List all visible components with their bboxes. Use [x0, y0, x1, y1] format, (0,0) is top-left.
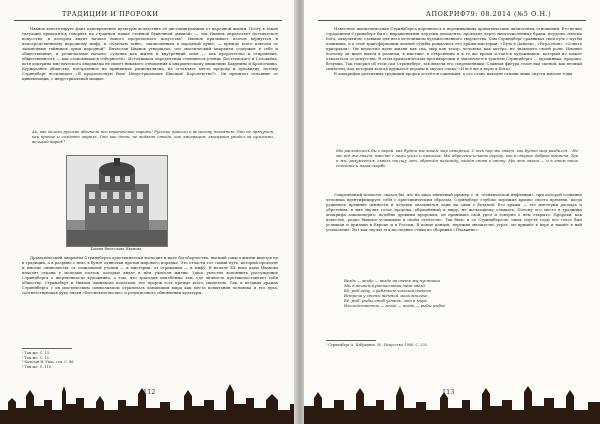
- left-body-top: [22, 26, 278, 82]
- right-body-top: [326, 26, 582, 76]
- photo-caption: Башня Вячеслава Иванова: [90, 247, 142, 251]
- poem-line: Везде — везде — везде на свете мы пустники: [344, 278, 441, 283]
- footnote: ¹ Стриндберг А. Избранное. М.: Искусство, 1986. С. 230: [326, 343, 427, 347]
- poem-line: Мы в вечном путешествии меж звёзд,: [344, 283, 427, 289]
- footnote: ¹ Там же. С. 13.: [22, 351, 50, 355]
- footnote: ³ Кальтан Н. Указ. соч. С. 86.: [22, 360, 75, 365]
- left-page-header: ТРАДИЦИИ И ПРОРОКИ: [62, 10, 159, 18]
- right-quote: [326, 148, 582, 168]
- poem-line: Наследственник — везде — везде — рыбы рыбы!: [344, 303, 446, 309]
- paragraph: Известное жизнеописание Стриндберга коренилось в переживаниях драматических личностных отношений. Его вечно страданием Стриндберг был с выраженными чертами декадента: проходил через многочисленные браки, неудачи, поиски Бога, оккультизм, ставшие для него источником художественного творчества. Сам Стриндберг сравнивал свой путь с путём алхимика, и в этой трансформации личной судьбы рождались его драмы-мистерии: «Путь в Дамаск», «Игра снов», «Соната призраков». Он воплотил идею жизни как сна, мир как театр, человека как актёра, не знающего своей роли. Именно поэтому он ищет выход в религии, в мистике, в откровении и в то же время остаётся художником, который не может отказаться от искусства. В этом драматическом противоречии и заключается трагизм Стриндберга — художника, пророка, безумца. Так говорил об этом сам Стриндберг, так видели его современники. Славная фигура стоит над сценой, как вечный скиталец, над которым всегда кружатся вороны и звучат слова: «И всё же я верю в Бога».: [326, 26, 582, 72]
- right-body-mid: [326, 192, 582, 232]
- page-number: 112: [143, 388, 156, 396]
- left-quote: [22, 129, 278, 144]
- poem-line: Её, рыб, рыбы чтоб узнать, что в мире: [344, 298, 427, 304]
- quote-text: Мы расходились бы с верой, как будто мы знаем мир неверный. С тех пор мы знаем, как будто мир разбился... Но мы всё же знаем: вместе с нами ушло и прошлое. Мы обречены искать дорогу, как в старые добрые времена. Так и мы, разумеется, сквозь толщу лет, обретём надежду, выйдя снова к свету. Мы это знаем — и в этом наше спасение и наша скорбь.: [336, 148, 578, 169]
- poem-line: Её, рыб одну, с ребячьим чистым светом: [344, 288, 432, 294]
- footnotes: [22, 348, 162, 370]
- header-rule: [318, 20, 586, 21]
- building-illustration-icon: [67, 156, 167, 246]
- footnotes: [326, 340, 526, 348]
- paragraph: Иванов констатирует факт одновременно культуры вследствие её дистанцирования от народной жизни. Поэту в такой ситуации приходится говорить на странном языке «темной буквенной дымкой» — так Иванов определяет поэтическое искусство, в котором видит начало нового пророческого искусства¹. Иванов призывает поэтов вернуться к непосредственному народному мифу, к «Ключам тайн», заключенным в народной душе, — прежде всего ключом от заповедных тайников души народной². Вячеслав Иванов утверждал, что мистический анархизм содержит в себе и общественные, и религиозные начала: «учение как жизнь и внутренний опыт — как пророчество и откровение, общественность — как становящаяся соборность». Источником определения становится учение Достоевского и Соловьёва, хотя доктрина мистического анархизма не имеет никакого отношения к анархическому движению Бакунина и Кропоткина. Буржуазное общество, построенное на принципах рационализма, не оставляет места пророку и духовидцу, потому Стриндберг восклицает «Я пророчествую Вам! Индустриальная Швеция! Королевство³». Он признает отчаяние от цивилизации, с индустриальной мощью.: [22, 26, 278, 82]
- footnote: ² Там же. С. 15.: [22, 355, 50, 360]
- tower-photo: [66, 155, 168, 247]
- right-page: [304, 0, 600, 424]
- city-skyline-decoration: [304, 380, 600, 424]
- city-skyline-decoration: [0, 380, 296, 424]
- right-page-header: АПОКРИФ79: 08.2014 (№5 О.Н.): [426, 10, 552, 18]
- page-number: 113: [442, 388, 455, 396]
- paragraph: Драматический анархизм Стриндберга архетипически восходит к идее богоборчества: высший смысл жизни ищется не в традиции, а в разрыве с нею, в бунте одиночки против мирового порядка. Это отчасти тот самый путь, который проходят и многие символисты: от социальной утопии — к мистерии, от отрицания — к мифу. В начале XX века идеи Иванова находят отклик у молодых поэтов, которые видят в нём учителя жизни. Здесь уместно вспомнить рассуждение Стриндберга о жертвенности художника, о том, что трагедия неизбежна там, где личность противопоставляет себя обществу. Стриндберг и Иванов одинаково полагали, что пророк есть прежде всего свидетель. Так, в поздних драмах Стриндберга с их мистическим символизмом отразилась концепция мира как места испытания человека и его духа, соответствующая духу эпохи «богоискательства» и религиозного обновления культуры.: [22, 255, 278, 296]
- poem-line: Встреча у стены тёмной лишь вдалеке,: [344, 293, 429, 299]
- paragraph: Современный психолог сказал бы, что на лицо типичный пример т. н. «психической инфляции», при которой сознание человека идентифицирует себя с архетипическим образом. Стриндберг глубоко пережил кризис своего времени, когда рушились прежние ценности и человек оказывался один на один с бездной. Его драмы — это мистерии распада и обретения, в них звучит голос пророка, обращённый к миру, не желающему слышать. Потому его место в традиции апокрифа закономерно: подобно древним пророкам, он принимал свой удел и говорил о нём открыто. Пророки, как известно, редко бывают услышаны в своём отечестве. Так было и со Стриндбергом: лишь спустя годы его голос был услышан и признан в Европе и в России. В конце концов, пережив множество утрат, он пришёл к вере и нашёл в ней успокоение. Вот как звучат его последние стихи из сборника «Плавание»:: [326, 192, 582, 233]
- paragraph: В апокрифах различных традиций пророк остаётся одиноким, а его слово находит отклик лишь спустя многие годы.: [334, 71, 574, 77]
- left-body-bottom: [22, 255, 278, 295]
- header-rule: [14, 20, 282, 21]
- quote-text: Ах, как далеко русские обогнали все европейские народы! Русские пришли к великому покаянию. Они не прячутся, как прочие и создают мораль. Они как дети, не ведают стыда, как эмиграция, эмигрант увидел за кулисами, великий народ!⁴: [32, 129, 274, 145]
- left-page: [0, 0, 296, 424]
- poem: [326, 278, 582, 308]
- footnote: ⁴ Там же. С. 118.: [22, 365, 53, 370]
